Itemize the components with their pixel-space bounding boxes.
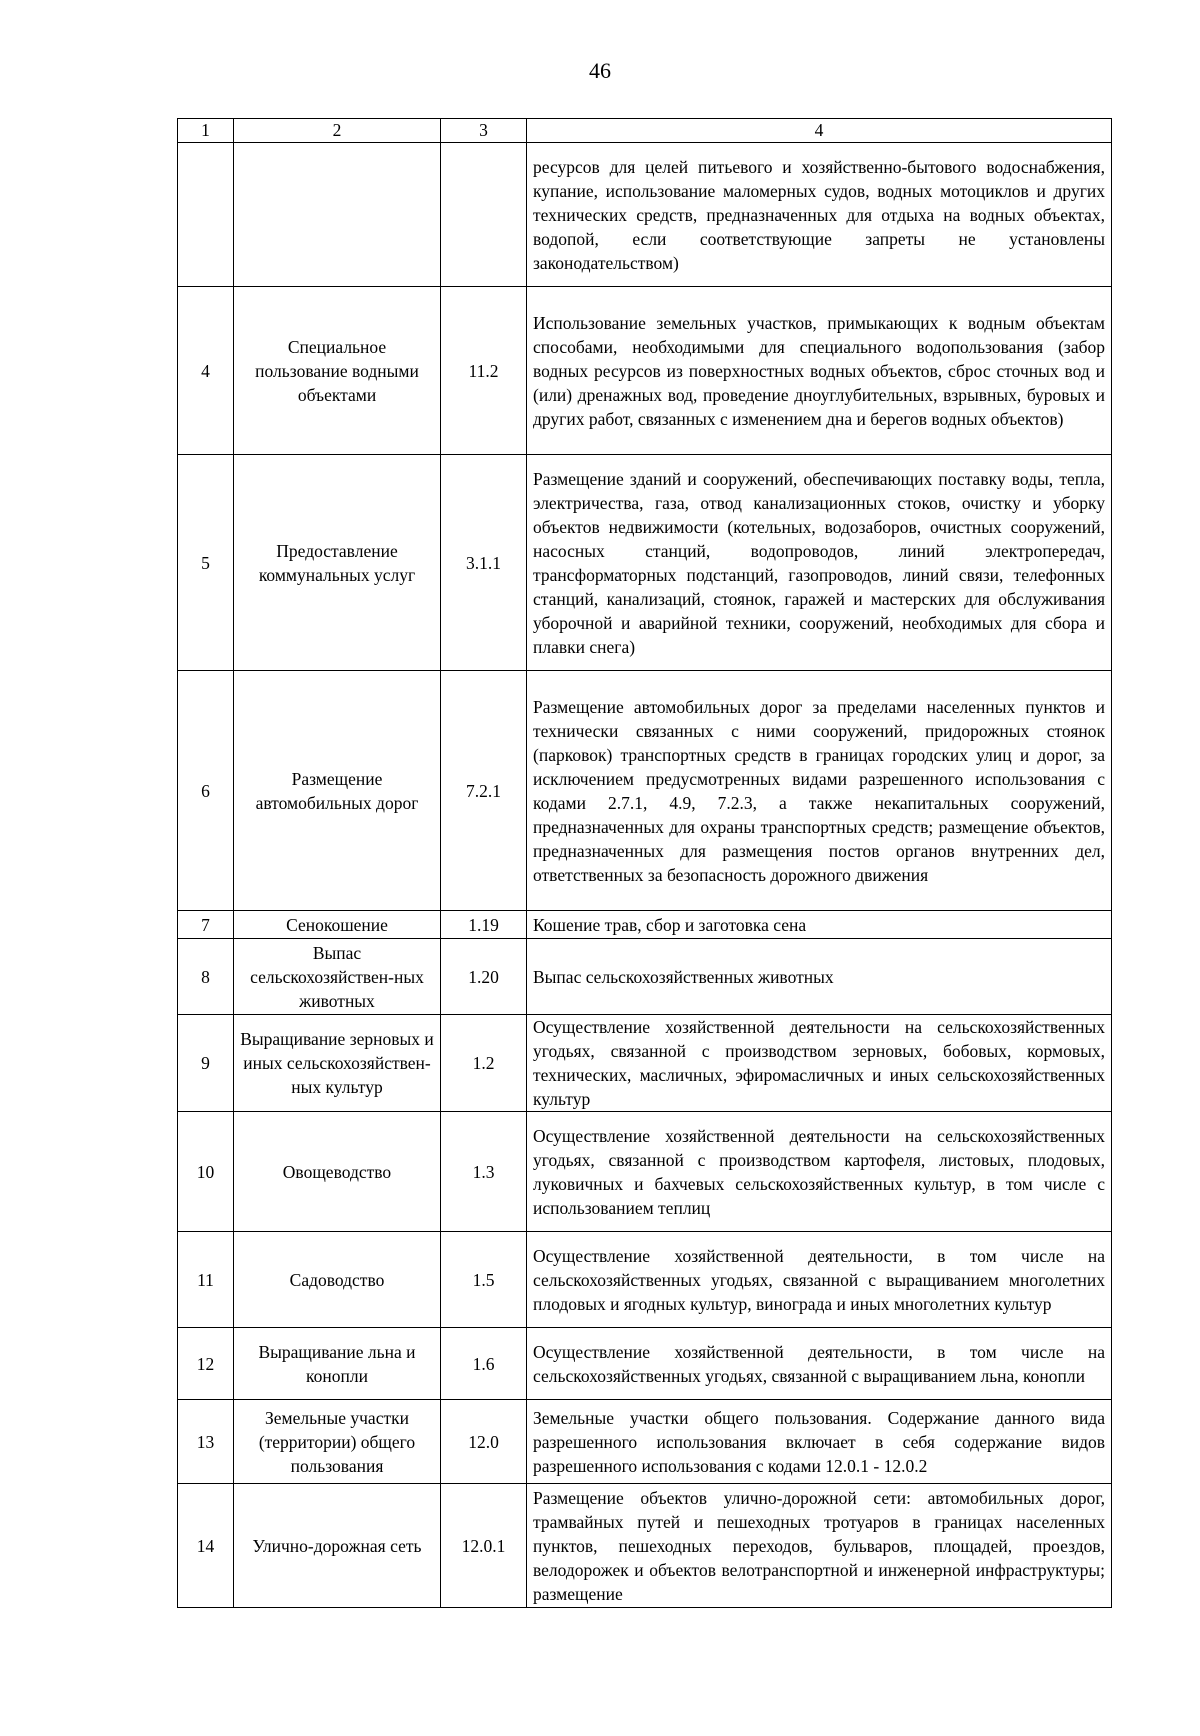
use-type-description: Использование земельных участков, примыкающих к водным объектам способами, необходимыми для специального водопользования (забор водных ресурсов из поверхностных водных объектов, сброс сточных вод и (или) дренажных вод, проведение дноуглубительных, взрывных, буровых и других работ, связанных с изменением дна и берегов водных объектов): [527, 287, 1112, 455]
table-row: [178, 1400, 1112, 1484]
table-row: [178, 1328, 1112, 1400]
table-row: [178, 143, 1112, 287]
use-type-name: Предоставление коммунальных услуг: [234, 455, 441, 671]
use-type-description: Осуществление хозяйственной деятельности, в том числе на сельскохозяйственных угодьях, связанной с выращиванием льна, конопли: [527, 1328, 1112, 1400]
table-row: [178, 287, 1112, 455]
use-type-description: Размещение автомобильных дорог за пределами населенных пунктов и технически связанных с ними сооружений, придорожных стоянок (парковок) транспортных средств в границах городских улиц и дорог, за исключением предусмотренных видами разрешенного использования с кодами 2.7.1, 4.9, 7.2.3, а также некапитальных сооружений, предназначенных для охраны транспортных средств; размещение объектов, предназначенных для размещения постов органов внутренних дел, ответственных за безопасность дорожного движения: [527, 671, 1112, 911]
use-type-name: Специальное пользование водными объектами: [234, 287, 441, 455]
use-type-code: 1.6: [441, 1328, 527, 1400]
table-row: [178, 1484, 1112, 1608]
table-row: [178, 939, 1112, 1015]
use-type-name: Улично-дорожная сеть: [234, 1484, 441, 1608]
column-header-4: 4: [527, 119, 1112, 143]
use-type-name: Выращивание льна и конопли: [234, 1328, 441, 1400]
column-header-1: 1: [178, 119, 234, 143]
use-type-name: Овощеводство: [234, 1112, 441, 1232]
use-type-code: 1.5: [441, 1232, 527, 1328]
row-number: 14: [178, 1484, 234, 1608]
use-type-code: 1.20: [441, 939, 527, 1015]
row-number: 13: [178, 1400, 234, 1484]
table-header-row: [178, 119, 1112, 143]
use-type-description: Выпас сельскохозяйственных животных: [527, 939, 1112, 1015]
use-type-description: Земельные участки общего пользования. Содержание данного вида разрешенного использования включает в себя содержание видов разрешенного использования с кодами 12.0.1 - 12.0.2: [527, 1400, 1112, 1484]
use-type-code: 1.2: [441, 1015, 527, 1112]
page-number: 46: [589, 58, 611, 83]
row-number: 10: [178, 1112, 234, 1232]
use-type-code: 12.0: [441, 1400, 527, 1484]
row-number: 5: [178, 455, 234, 671]
row-number: 8: [178, 939, 234, 1015]
row-number: [178, 143, 234, 287]
use-type-name: Размещение автомобильных дорог: [234, 671, 441, 911]
use-type-code: 11.2: [441, 287, 527, 455]
use-type-code: 7.2.1: [441, 671, 527, 911]
use-type-code: 12.0.1: [441, 1484, 527, 1608]
row-number: 9: [178, 1015, 234, 1112]
row-number: 7: [178, 911, 234, 939]
use-type-description: Осуществление хозяйственной деятельности на сельскохозяйственных угодьях, связанной с производством картофеля, листовых, плодовых, луковичных и бахчевых сельскохозяйственных культур, в том числе с использованием теплиц: [527, 1112, 1112, 1232]
table-row: [178, 1015, 1112, 1112]
use-type-description: Осуществление хозяйственной деятельности, в том числе на сельскохозяйственных угодьях, связанной с выращиванием многолетних плодовых и ягодных культур, винограда и иных многолетних культур: [527, 1232, 1112, 1328]
row-number: 12: [178, 1328, 234, 1400]
column-header-2: 2: [234, 119, 441, 143]
use-type-name: Выпас сельскохозяйствен-ных животных: [234, 939, 441, 1015]
use-type-name: Выращивание зерновых и иных сельскохозяйствен-ных культур: [234, 1015, 441, 1112]
use-type-description: Кошение трав, сбор и заготовка сена: [527, 911, 1112, 939]
table-row: [178, 1112, 1112, 1232]
use-type-code: 1.19: [441, 911, 527, 939]
use-type-code: [441, 143, 527, 287]
use-type-name: Сенокошение: [234, 911, 441, 939]
use-type-name: Садоводство: [234, 1232, 441, 1328]
use-type-description: Размещение зданий и сооружений, обеспечивающих поставку воды, тепла, электричества, газа, отвод канализационных стоков, очистку и уборку объектов недвижимости (котельных, водозаборов, очистных сооружений, насосных станций, водопроводов, линий электропередач, трансформаторных подстанций, газопроводов, линий связи, телефонных станций, канализаций, стоянок, гаражей и мастерских для обслуживания уборочной и аварийной техники, сооружений, необходимых для сбора и плавки снега): [527, 455, 1112, 671]
use-type-description: Размещение объектов улично-дорожной сети: автомобильных дорог, трамвайных путей и пешеходных тротуаров в границах населенных пунктов, пешеходных переходов, бульваров, площадей, проездов, велодорожек и объектов велотранспортной и инженерной инфраструктуры; размещение: [527, 1484, 1112, 1608]
use-type-description: Осуществление хозяйственной деятельности на сельскохозяйственных угодьях, связанной с производством зерновых, бобовых, кормовых, технических, масличных, эфиромасличных и иных сельскохозяйственных культур: [527, 1015, 1112, 1112]
table-row: [178, 455, 1112, 671]
row-number: 4: [178, 287, 234, 455]
table-row: [178, 671, 1112, 911]
use-type-name: [234, 143, 441, 287]
use-type-description: ресурсов для целей питьевого и хозяйственно-бытового водоснабжения, купание, использование маломерных судов, водных мотоциклов и других технических средств, предназначенных для отдыха на водных объектах, водопой, если соответствующие запреты не установлены законодательством): [527, 143, 1112, 287]
table-row: [178, 1232, 1112, 1328]
land-use-table: [177, 118, 1112, 1608]
use-type-code: 1.3: [441, 1112, 527, 1232]
row-number: 6: [178, 671, 234, 911]
row-number: 11: [178, 1232, 234, 1328]
use-type-code: 3.1.1: [441, 455, 527, 671]
use-type-name: Земельные участки (территории) общего пользования: [234, 1400, 441, 1484]
table-row: [178, 911, 1112, 939]
column-header-3: 3: [441, 119, 527, 143]
